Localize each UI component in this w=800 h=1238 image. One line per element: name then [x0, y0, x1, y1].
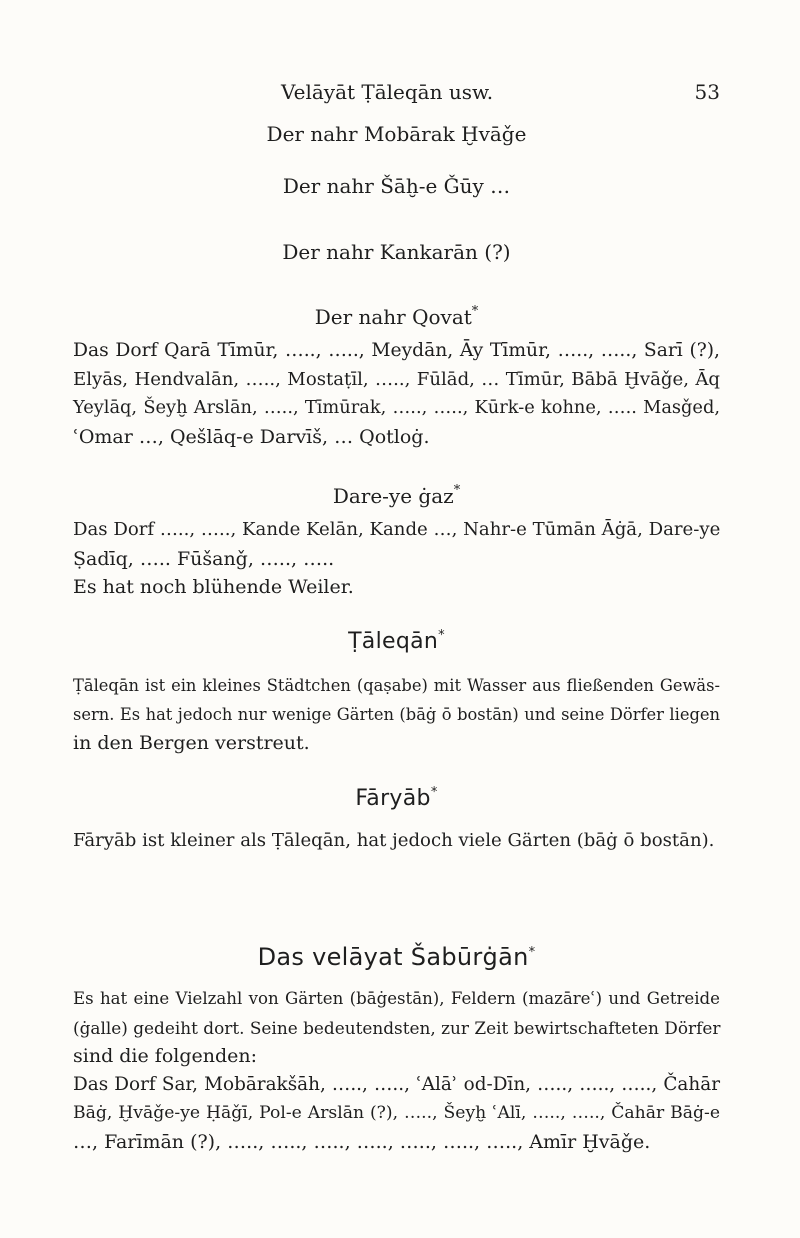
text-line: Das Dorf Qarā Tīmūr, ….., ….., Meydān, Āy Tīmūr, ….., ….., Sarī (?), [73, 340, 720, 361]
heading-nahr-sah-e-guy: Der nahr Šāḫ-e Ǧūy … [282, 174, 511, 198]
text-line: Es hat noch blühende Weiler. [73, 576, 354, 598]
heading-dare-ye-gaz: Dare-ye ġaz* [332, 483, 461, 508]
text-line: Das Dorf Sar, Mobārakšāh, ….., ….., ʿAlāʾ od-Dīn, ….., ….., ….., Čahār [73, 1073, 720, 1095]
text-line: sern. Es hat jedoch nur wenige Gärten (bāġ ō bostān) und seine Dörfer liegen [73, 704, 720, 724]
running-head [73, 80, 720, 110]
footnote-marker: * [471, 304, 479, 319]
text-line: sind die folgenden: [73, 1045, 258, 1067]
text-line: Bāġ, Ḫvāǧe-ye Ḥāǧī, Pol-e Arslān (?), ….., Šeyḫ ʿAlī, ….., ….., Čahār Bāġ-e [73, 1103, 720, 1123]
text-line: ʿOmar …, Qešlāq-e Darvīš, … Qotloġ. [73, 425, 430, 448]
footnote-marker: * [528, 945, 536, 960]
text-line: Das Dorf ….., ….., Kande Kelān, Kande …, Nahr-e Tūmān Āġā, Dare-ye [73, 519, 721, 540]
text-line: (ġalle) gedeiht dort. Seine bedeutendsten, zur Zeit bewirtschafteten Dörfer [73, 1017, 721, 1038]
page-number: 53 [694, 80, 720, 104]
paragraph-dare-ye-gaz [73, 516, 720, 602]
footnote-marker: * [430, 785, 438, 800]
text-line: Es hat eine Vielzahl von Gärten (bāġestān), Feldern (mazāreʿ) und Getreide [73, 989, 720, 1008]
heading-taleqan: Ṭāleqān* [348, 628, 445, 654]
footnote-marker: * [453, 483, 461, 498]
text-line: Fāryāb ist kleiner als Ṭāleqān, hat jedoch viele Gärten (bāġ ō bostān). [73, 830, 715, 851]
paragraph-faryab [73, 827, 720, 856]
heading-nahr-mobarak: Der nahr Mobārak Ḫvāǧe [266, 122, 527, 146]
text-line: Elyās, Hendvalān, ….., Mostaṭīl, ….., Fūlād, … Tīmūr, Bābā Ḫvāǧe, Āq [73, 368, 720, 390]
heading-velayat-saburgan: Das velāyat Šabūrġān* [257, 943, 536, 971]
heading-nahr-kankaran: Der nahr Kankarān (?) [282, 240, 511, 264]
paragraph-taleqan [73, 672, 720, 758]
paragraph-qovat-villages [73, 337, 720, 451]
text-line: Yeylāq, Šeyḫ Arslān, ….., Tīmūrak, ….., ….., Kūrk-e kohne, ….. Masǧed, [73, 397, 720, 418]
text-line: …, Farīmān (?), ….., ….., ….., ….., ….., ….., ….., Amīr Ḫvāǧe. [73, 1130, 651, 1153]
heading-nahr-qovat: Der nahr Qovat* [314, 304, 479, 329]
heading-faryab: Fāryāb* [355, 785, 438, 811]
running-head-title: Velāyāt Ṭāleqān usw. [281, 80, 494, 104]
text-line: Ṣadīq, ….. Fūšanǧ, ….., ….. [73, 547, 335, 570]
paragraph-saburgan [73, 985, 720, 1156]
text-line: Ṭāleqān ist ein kleines Städtchen (qaṣabe) mit Wasser aus fließenden Gewäs- [73, 676, 720, 695]
text-line: in den Bergen verstreut. [73, 732, 310, 754]
footnote-marker: * [438, 628, 445, 643]
